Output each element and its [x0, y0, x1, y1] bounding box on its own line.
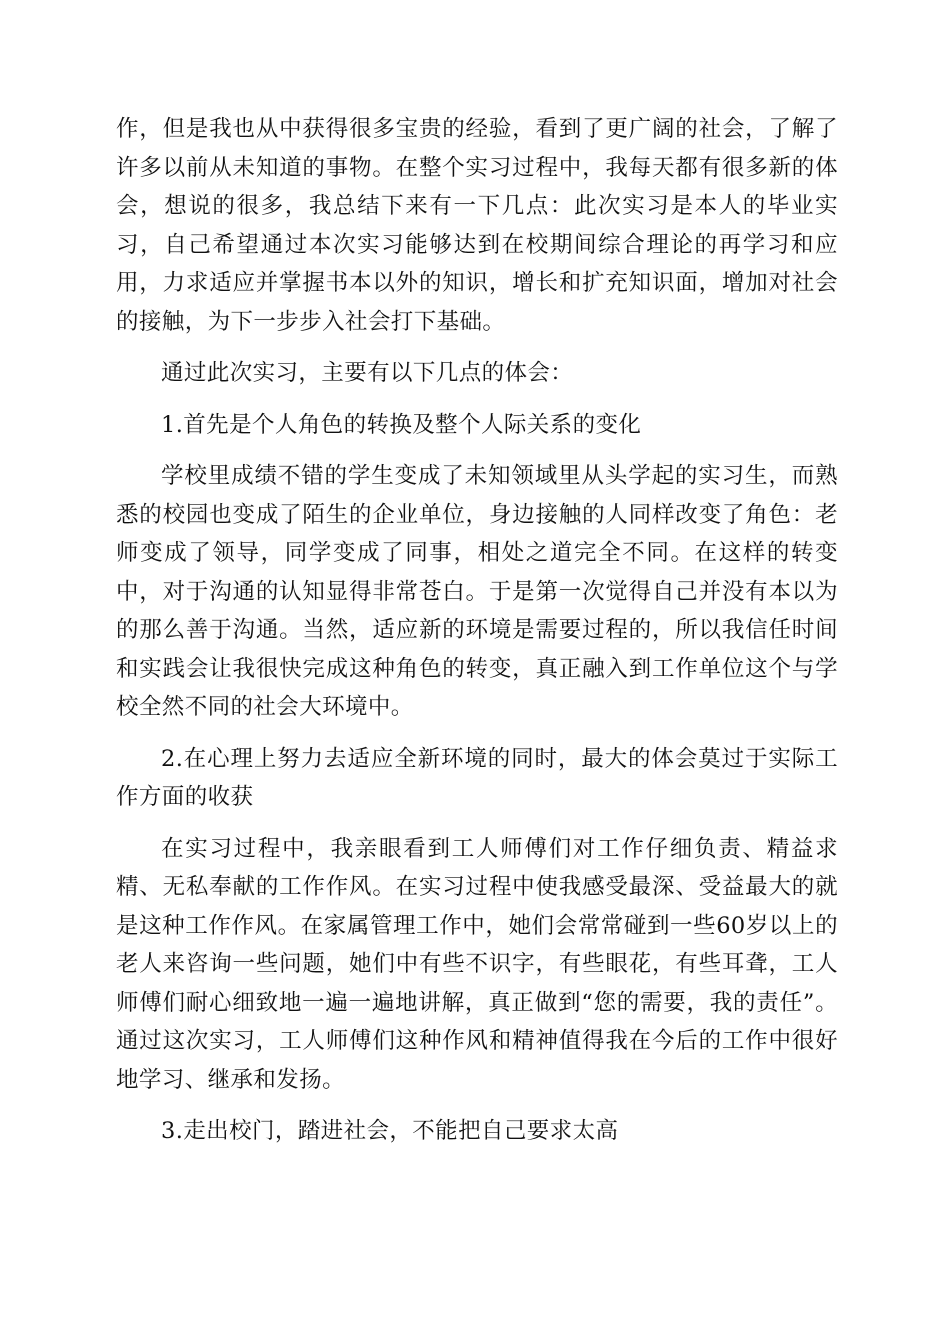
heading-point-3: 3.走出校门，踏进社会，不能把自己要求太高 — [161, 1118, 619, 1144]
heading-point-2: 2.在心理上努力去适应全新环境的同时，最大的体会莫过于实际工作方面的收获 — [116, 745, 838, 810]
paragraph-continuation: 作，但是我也从中获得很多宝贵的经验，看到了更广阔的社会，了解了许多以前从未知道的事物。在整个实习过程中，我每天都有很多新的体会，想说的很多，我总结下来有一下几点：此次实习是本人的毕业实习，自己希望通过本次实习能够达到在校期间综合理论的再学习和应用，力求适应并掌握书本以外的知识，增长和扩充知识面，增加对社会的接触，为下一步步入社会打下基础。 — [116, 116, 838, 335]
heading-point-1: 1.首先是个人角色的转换及整个人际关系的变化 — [161, 411, 642, 438]
document-page — [116, 110, 838, 1164]
paragraph-intro: 通过此次实习，主要有以下几点的体会： — [161, 360, 574, 386]
paragraph-point-1-body: 学校里成绩不错的学生变成了未知领域里从头学起的实习生，而熟悉的校园也变成了陌生的企业单位，身边接触的人同样改变了角色：老师变成了领导，同学变成了同事，相处之道完全不同。在这样的转变中，对于沟通的认知显得非常苍白。于是第一次觉得自己并没有本以为的那么善于沟通。当然，适应新的环境是需要过程的，所以我信任时间和实践会让我很快完成这种角色的转变，真正融入到工作单位这个与学校全然不同的社会大环境中。 — [116, 463, 838, 720]
paragraph-point-2-body: 在实习过程中，我亲眼看到工人师傅们对工作仔细负责、精益求精、无私奉献的工作作风。在实习过程中使我感受最深、受益最大的就是这种工作作风。在家属管理工作中，她们会常常碰到一些60岁以上的老人来咨询一些问题，她们中有些不识字，有些眼花，有些耳聋，工人师傅们耐心细致地一遍一遍地讲解，真正做到“您的需要，我的责任”。通过这次实习，工人师傅们这种作风和精神值得我在今后的工作中很好地学习、继承和发扬。 — [116, 835, 838, 1093]
